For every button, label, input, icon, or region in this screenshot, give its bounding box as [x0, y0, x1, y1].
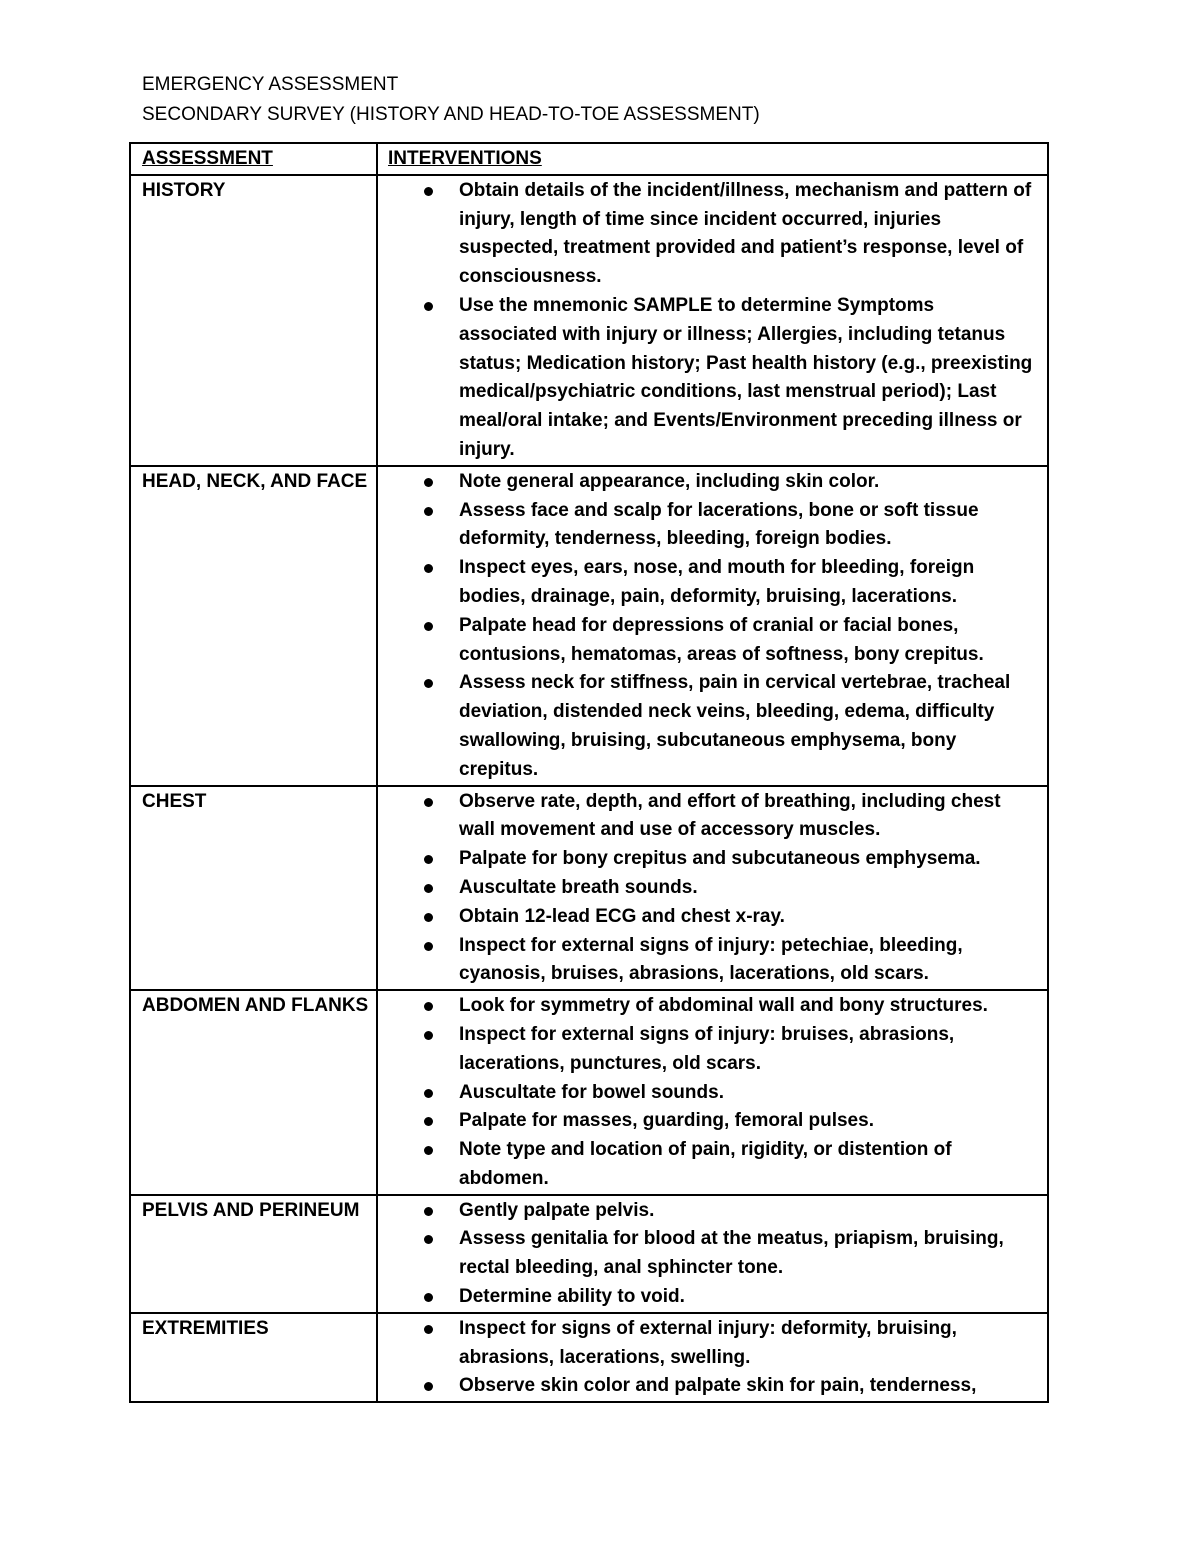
intervention-item: [378, 874, 1037, 903]
table-row: [130, 466, 1048, 786]
interventions-cell: [377, 1313, 1048, 1402]
intervention-text: Inspect for external signs of injury: bruises, abrasions, lacerations, punctures, old scars.: [459, 1023, 955, 1074]
bullet-icon: [424, 1382, 433, 1391]
assessment-cell: [130, 1195, 377, 1313]
intervention-text: Palpate head for depressions of cranial or facial bones, contusions, hematomas, areas of softness, bony crepitus.: [459, 614, 984, 665]
intervention-text: Palpate for bony crepitus and subcutaneous emphysema.: [459, 848, 981, 870]
intervention-text: Inspect for external signs of injury: petechiae, bleeding, cyanosis, bruises, abrasions, lacerations, old scars.: [459, 934, 963, 985]
intervention-text: Auscultate for bowel sounds.: [459, 1081, 724, 1103]
interventions-cell: [377, 1195, 1048, 1313]
intervention-list: [378, 1315, 1037, 1401]
bullet-icon: [424, 1325, 433, 1334]
header-assessment-label: ASSESSMENT: [142, 148, 273, 169]
bullet-icon: [424, 564, 433, 573]
assessment-label: PELVIS AND PERINEUM: [142, 1199, 360, 1221]
table-row: [130, 175, 1048, 466]
bullet-icon: [424, 622, 433, 631]
bullet-icon: [424, 1031, 433, 1040]
intervention-item: [378, 1197, 1037, 1226]
intervention-item: [378, 177, 1037, 292]
assessment-label: HISTORY: [142, 179, 226, 201]
intervention-text: Use the mnemonic SAMPLE to determine Symptoms associated with injury or illness; Allergies, including tetanus status; Medication history; Past health history (e.g., preexisting medical/psychiatric conditions, last menstrual period); Last meal/oral intake; and Events/Environment preceding illness or injury.: [459, 294, 1033, 460]
table-row: [130, 990, 1048, 1195]
intervention-list: [378, 788, 1037, 990]
assessment-table: [129, 142, 1049, 1403]
intervention-text: Assess face and scalp for lacerations, bone or soft tissue deformity, tenderness, bleeding, foreign bodies.: [459, 499, 979, 550]
bullet-icon: [424, 1002, 433, 1011]
intervention-item: [378, 788, 1037, 846]
intervention-text: Obtain 12-lead ECG and chest x-ray.: [459, 905, 785, 927]
bullet-icon: [424, 1089, 433, 1098]
intervention-text: Look for symmetry of abdominal wall and bony structures.: [459, 995, 988, 1017]
intervention-item: [378, 1372, 1037, 1401]
bullet-icon: [424, 478, 433, 487]
intervention-item: [378, 468, 1037, 497]
interventions-cell: [377, 175, 1048, 466]
intervention-item: [378, 1107, 1037, 1136]
intervention-item: [378, 497, 1037, 555]
intervention-text: Assess genitalia for blood at the meatus, priapism, bruising, rectal bleeding, anal sphincter tone.: [459, 1228, 1004, 1279]
intervention-text: Obtain details of the incident/illness, mechanism and pattern of injury, length of time since incident occurred, injuries suspected, treatment provided and patient’s response, level of consciousness.: [459, 179, 1032, 288]
intervention-text: Observe rate, depth, and effort of breathing, including chest wall movement and use of accessory muscles.: [459, 790, 1001, 841]
intervention-item: [378, 1136, 1037, 1194]
intervention-item: [378, 992, 1037, 1021]
table-row: [130, 1195, 1048, 1313]
intervention-item: [378, 1079, 1037, 1108]
bullet-icon: [424, 942, 433, 951]
bullet-icon: [424, 913, 433, 922]
assessment-label: EXTREMITIES: [142, 1317, 269, 1339]
intervention-list: [378, 1197, 1037, 1312]
assessment-label: HEAD, NECK, AND FACE: [142, 470, 368, 492]
intervention-item: [378, 1315, 1037, 1373]
bullet-icon: [424, 855, 433, 864]
intervention-text: Assess neck for stiffness, pain in cervical vertebrae, tracheal deviation, distended neck veins, bleeding, edema, difficulty swallowing, bruising, subcutaneous emphysema, bony crepitus.: [459, 672, 1011, 780]
intervention-text: Determine ability to void.: [459, 1286, 685, 1308]
intervention-text: Observe skin color and palpate skin for pain, tenderness,: [459, 1375, 977, 1397]
intervention-item: [378, 292, 1037, 465]
table-row: [130, 786, 1048, 991]
interventions-cell: [377, 990, 1048, 1195]
header-interventions-label: INTERVENTIONS: [388, 148, 542, 169]
document-title: EMERGENCY ASSESSMENT: [142, 74, 399, 95]
bullet-icon: [424, 798, 433, 807]
intervention-item: [378, 554, 1037, 612]
intervention-item: [378, 932, 1037, 990]
intervention-item: [378, 669, 1037, 784]
intervention-item: [378, 612, 1037, 670]
intervention-text: Gently palpate pelvis.: [459, 1199, 655, 1221]
assessment-cell: [130, 786, 377, 991]
intervention-item: [378, 1021, 1037, 1079]
intervention-text: Inspect eyes, ears, nose, and mouth for bleeding, foreign bodies, drainage, pain, deformity, bruising, lacerations.: [459, 557, 975, 607]
header-cell-assessment: [130, 143, 377, 175]
assessment-label: ABDOMEN AND FLANKS: [142, 995, 369, 1017]
assessment-cell: [130, 466, 377, 786]
bullet-icon: [424, 302, 433, 311]
intervention-text: Inspect for signs of external injury: deformity, bruising, abrasions, lacerations, swelling.: [459, 1317, 957, 1368]
interventions-cell: [377, 786, 1048, 991]
bullet-icon: [424, 1117, 433, 1126]
bullet-icon: [424, 884, 433, 893]
assessment-cell: [130, 1313, 377, 1402]
intervention-list: [378, 177, 1037, 465]
assessment-label: CHEST: [142, 790, 207, 812]
document-subtitle: SECONDARY SURVEY (HISTORY AND HEAD-TO-TOE ASSESSMENT): [142, 104, 760, 125]
intervention-item: [378, 1225, 1037, 1283]
bullet-icon: [424, 1293, 433, 1302]
assessment-cell: [130, 175, 377, 466]
bullet-icon: [424, 187, 433, 196]
header-cell-interventions: [377, 143, 1048, 175]
bullet-icon: [424, 507, 433, 516]
table-body: [130, 143, 1048, 1402]
bullet-icon: [424, 1235, 433, 1244]
intervention-list: [378, 468, 1037, 785]
intervention-item: [378, 845, 1037, 874]
interventions-cell: [377, 466, 1048, 786]
intervention-list: [378, 992, 1037, 1194]
bullet-icon: [424, 679, 433, 688]
intervention-text: Auscultate breath sounds.: [459, 876, 698, 898]
intervention-item: [378, 1283, 1037, 1312]
table-header-row: [130, 143, 1048, 175]
assessment-cell: [130, 990, 377, 1195]
intervention-text: Note general appearance, including skin color.: [459, 470, 880, 492]
bullet-icon: [424, 1207, 433, 1216]
intervention-item: [378, 903, 1037, 932]
table-row: [130, 1313, 1048, 1402]
intervention-text: Note type and location of pain, rigidity, or distention of abdomen.: [459, 1139, 952, 1189]
intervention-text: Palpate for masses, guarding, femoral pulses.: [459, 1110, 874, 1132]
bullet-icon: [424, 1146, 433, 1155]
